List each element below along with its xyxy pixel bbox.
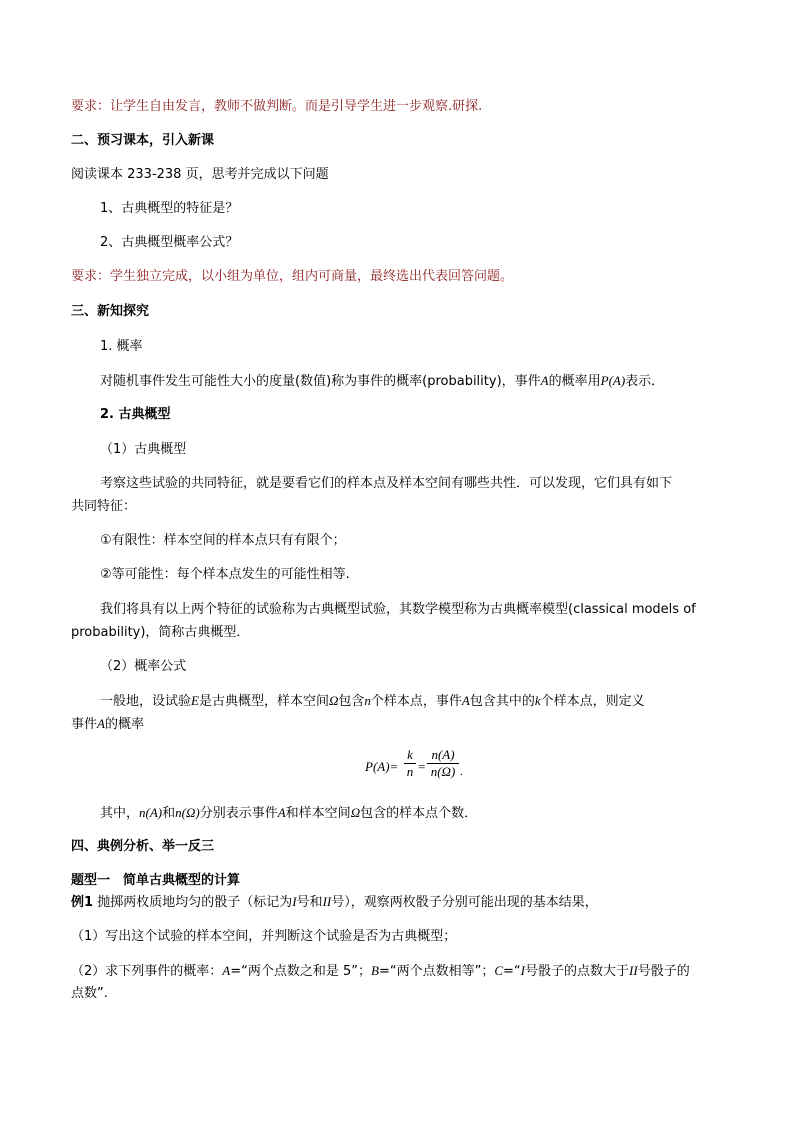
text: 表示． xyxy=(625,374,665,389)
n-of-Omega: n(Ω) xyxy=(175,805,200,820)
text: =“两个点数之和是 5”； xyxy=(230,964,372,979)
event-A: A xyxy=(222,963,231,978)
example-1-question-2-line-2: 点数”. xyxy=(71,986,108,1001)
formula-lhs: P(A)= xyxy=(365,759,399,774)
text: 号骰子的点数大于 xyxy=(525,964,630,979)
fraction-numerator: k xyxy=(407,747,413,762)
paragraph-4 xyxy=(100,804,477,823)
text: 包含 xyxy=(338,694,365,709)
text: 事件 xyxy=(71,717,98,732)
text: 是古典概型，样本空间 xyxy=(198,694,329,709)
text: 一般地，设试验 xyxy=(100,694,192,709)
var-Omega: Ω xyxy=(350,805,361,820)
fraction-nA-over-nOmega xyxy=(427,748,459,779)
var-k: k xyxy=(534,693,541,708)
text: 和样本空间 xyxy=(285,806,351,821)
P-of-A: P(A) xyxy=(600,373,626,388)
text: 抛掷两枚质地均匀的骰子（标记为 xyxy=(97,895,293,910)
item-1-title: 1. 概率 xyxy=(100,339,143,354)
paragraph-1-line-2: 共同特征： xyxy=(71,499,137,514)
var-A: A xyxy=(461,693,470,708)
n-of-A: n(A) xyxy=(139,805,163,820)
example-1-question-1: （1）写出这个试验的样本空间，并判断这个试验是否为古典概型； xyxy=(71,929,457,944)
paragraph-1-line-1: 考察这些试验的共同特征，就是要看它们的样本点及样本空间有哪些共性．可以发现，它们具有如下 xyxy=(100,476,673,491)
formula-equals: = xyxy=(418,759,426,774)
var-A: A xyxy=(277,805,286,820)
requirement-1: 要求：让学生自由发言，教师不做判断。而是引导学生进一步观察.研探. xyxy=(71,99,483,114)
text: 号），观察两枚骰子分别可能出现的基本结果， xyxy=(331,895,598,910)
var-Omega: Ω xyxy=(328,693,339,708)
text: 和 xyxy=(162,806,176,821)
die-II: II xyxy=(629,963,638,978)
fraction-denominator: n xyxy=(406,764,414,779)
text: 的概率用 xyxy=(548,374,601,389)
paragraph-3-line-1 xyxy=(100,692,645,711)
question-2: 2、古典概型概率公式？ xyxy=(100,235,239,250)
formula-end: . xyxy=(460,766,463,778)
section-4-title: 四、典例分析、举一反三 xyxy=(71,839,215,854)
die-II: II xyxy=(322,894,332,909)
var-A: A xyxy=(540,373,549,388)
text: 号骰子的 xyxy=(637,964,690,979)
subsection-2-title: （2）概率公式 xyxy=(100,659,187,674)
example-1-question-2-line-1 xyxy=(71,962,690,981)
fraction-k-over-n xyxy=(404,748,416,779)
probability-formula xyxy=(365,748,485,788)
var-E: E xyxy=(191,693,199,708)
text: =“ xyxy=(503,964,521,979)
die-I: I xyxy=(292,894,297,909)
fraction-numerator: n(A) xyxy=(431,747,455,762)
text: （2）求下列事件的概率： xyxy=(71,964,223,979)
text: 包含其中的 xyxy=(469,694,535,709)
feature-2: ②等可能性：每个样本点发生的可能性相等. xyxy=(100,567,350,582)
feature-1: ①有限性：样本空间的样本点只有有限个； xyxy=(100,533,346,548)
item-2-title: 2. 古典概型 xyxy=(100,407,171,422)
fraction-denominator: n(Ω) xyxy=(430,764,456,779)
example-label: 例1 xyxy=(71,895,94,910)
text: 包含的样本点个数． xyxy=(360,806,478,821)
text: 分别表示事件 xyxy=(199,806,278,821)
section-3-title: 三、新知探究 xyxy=(71,304,150,319)
text: 个样本点，则定义 xyxy=(540,694,645,709)
var-A: A xyxy=(97,716,105,731)
paragraph-2-line-2: probability)，简称古典概型． xyxy=(71,625,250,640)
section-2-title: 二、预习课本，引入新课 xyxy=(71,133,215,148)
text: 个样本点，事件 xyxy=(370,694,462,709)
var-n: n xyxy=(364,693,371,708)
text: =“两个点数相等”； xyxy=(378,964,495,979)
requirement-2: 要求：学生独立完成，以小组为单位，组内可商量，最终选出代表回答问题。 xyxy=(71,269,514,284)
die-I: I xyxy=(520,963,525,978)
text: 的概率 xyxy=(104,717,144,732)
text: 其中， xyxy=(100,806,140,821)
subsection-1-title: （1）古典概型 xyxy=(100,442,187,457)
question-1: 1、古典概型的特征是？ xyxy=(100,201,239,216)
text: 号和 xyxy=(296,895,323,910)
event-C: C xyxy=(494,963,504,978)
paragraph-3-line-2 xyxy=(71,715,144,734)
type-1-title: 题型一 简单古典概型的计算 xyxy=(71,873,241,888)
text: 对随机事件发生可能性大小的度量(数值)称为事件的概率(probability)，事件 xyxy=(100,374,541,389)
item-1-definition xyxy=(100,372,664,391)
example-1 xyxy=(71,893,598,912)
reading-task: 阅读课本 233-238 页，思考并完成以下问题 xyxy=(71,167,329,182)
event-B: B xyxy=(371,963,379,978)
paragraph-2-line-1: 我们将具有以上两个特征的试验称为古典概型试验，其数学模型称为古典概率模型(classical models of xyxy=(100,602,696,617)
